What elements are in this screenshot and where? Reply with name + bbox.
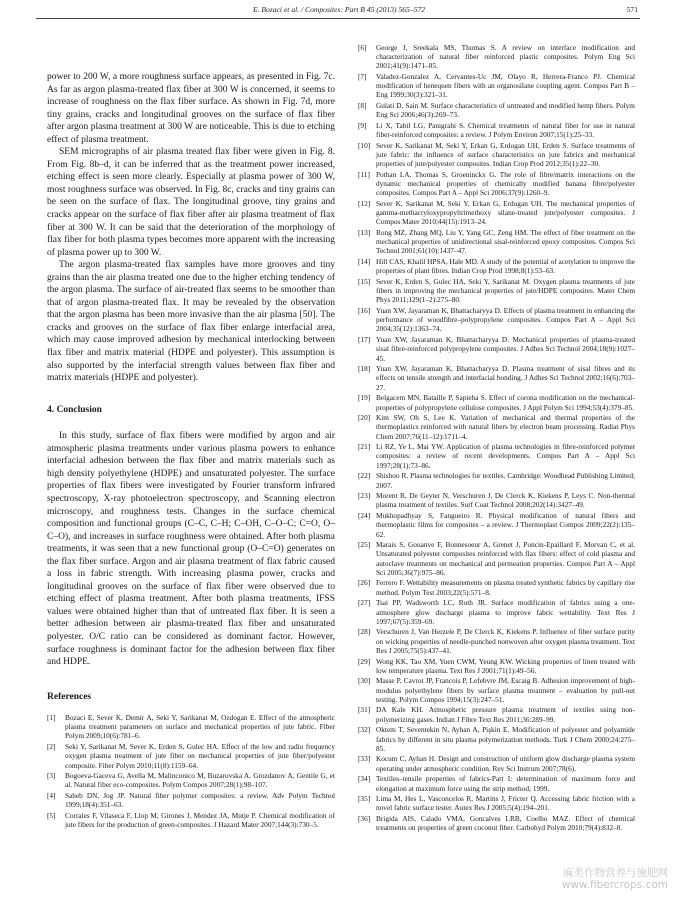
reference-item [358,511,635,538]
reference-text: Yuan XW, Jayaraman K, Bhattacharyya D. Effects of plasma treatment in enhancing the performance of woodfibre–polypropylene composites. Compos Part A – Appl Sci 2004;35(12):1363–74. [376,306,635,334]
reference-text: Lima M, Hes L, Vasconcelos R, Martins J, Fricter Q. Accessing fabric friction with a novel fabric surface tester. Autex Res J 2005;5(4):194–201. [376,794,635,813]
reference-number: [12] [358,199,371,209]
reference-number: [8] [358,101,367,111]
reference-text: DA Kale KH. Atmospheric pressure plasma treatment of textiles using non-polymerizing gases. Indian J Fibre Text Res 2011;36:289–99. [376,705,635,724]
reference-number: [29] [358,656,371,666]
reference-number: [16] [358,306,371,316]
reference-text: Marais S, Gouanve F, Bonnesoeur A, Grenet J, Poncin-Epaillard F, Morvan C, et al. Unsaturated polyester composites reinforced with flax fibers: effect of cold plasma and autoclave treatments on mechanical and permeation properties. Compos Part A – Appl Sci 2005;36(7):975–86. [376,540,635,577]
reference-number: [3] [47,771,56,781]
reference-text: Yuan XW, Jayaraman K, Bhattacharyya D. Plasma treatment of sisal fibres and its effects on tensile strength and interfacial bonding. J Adhes Sci Technol 2002;16(6):703–27. [376,364,635,392]
reference-text: Verschuren J, Van Herzele P, De Clerck K, Kiekens P. Influence of fiber surface purity on wicking properties of needle-punched nonwoven after oxygen plasma treatment. Text Res J 2005;75(5):437–41. [376,627,635,655]
reference-item [358,578,635,596]
reference-number: [33] [358,754,371,764]
reference-number: [13] [358,228,371,238]
body-paragraph-2: SEM micrographs of air plasma treated flax fiber were given in Fig. 8. From Fig. 8b–d, it can be inferred that as the treatment power increased, etching effect is seen more clearly. Especially at plasma power of 300 W, most roughness surface was observed. In Fig. 8c, cracks and tiny grains can be seen on the surface of flax. The longitudinal groove, tiny grains and cracks appear on the surface of flax fiber after air plasma treatment of flax fiber at 300 W. It can be said that the deterioration of the morphology of flax fiber for both plasma types becomes more apparent with the increasing of plasma power up to 300 W. [47,147,335,258]
reference-list-left [47,713,335,829]
reference-text: Oktem T, Seventekin N, Ayhan A, Pişkin E. Modification of polyester and polyamide fabrics by different in situ plasma polymerization methods. Turk J Chem 2000;24:275–85. [376,725,635,753]
reference-item [358,627,635,654]
page-header [0,0,678,36]
reference-number: [21] [358,442,371,452]
watermark [562,867,668,891]
reference-item [358,170,635,197]
reference-number: [20] [358,413,371,423]
reference-item [358,471,635,489]
reference-text: Masse P, Cavrot JP, Francois P, Lefebvre JM, Escaig B. Adhesion improvement of high-modulus polyethylene fibers by surface plasma treatment – evaluation by pull-out testing. Polym Compos 1994;15(3):247–51. [376,676,635,704]
reference-number: [35] [358,794,371,804]
reference-text: Sever K, Sarikanat M, Seki Y, Erkan G, Erdogan UH, Erden S. Surface treatments of jute fabric: the influence of surface characteristics on jute fabrics and mechanical properties of jute/polyester composites. Indian Crop Prod 2012;35(1):22–30. [376,140,635,169]
reference-text: Belgacem MN, Bataille P, Sapieha S. Effect of corona modification on the mechanical-properties of polypropylene cellulose composites. J Appl Polym Sci 1994;53(4):379–85. [376,393,635,412]
reference-number: [2] [47,742,56,752]
reference-number: [6] [358,43,367,52]
section-heading-conclusion: 4. Conclusion [47,404,102,415]
reference-number: [1] [47,713,56,723]
reference-text: Textiles–tensile properties of fabrics-Part I: determination of maximum force and elongation at maximum force using the strip method; 1999. [376,774,635,793]
reference-item [358,442,635,469]
watermark-line-1: 麻类作物营养与施肥网 [563,867,668,879]
reference-text: Wong KK, Tao XM, Yuen CWM, Yeung KW. Wicking properties of linen treated with low temperature plasma. Text Res J 2001;71(1):49–56. [376,656,635,675]
reference-text: Valadez-Gonzalez A, Cervantes-Uc JM, Olayo R, Herrera-Franco PJ. Chemical modification of henequen fibers with an organosilane coupling agent. Compos Part B – Eng 1999;30(3):321–31. [376,72,635,100]
reference-item [358,794,635,812]
reference-number: [17] [358,335,371,345]
body-paragraph-3: The argon plasma-treated flax samples have more grooves and tiny grains than the air plasma treated one due to the higher etching tendency of the argon plasma. The surface of air-treated flax seems to be smoother than that of argon plasma-treated flax. It may be revealed by the observation that the argon plasma has been more invasive than the air plasma [50]. The cracks and grooves on the surface of flax fiber enlarge interfacial area, which may cause improved adhesion by mechanical interlocking between flax fiber and matrix material (HDPE and polyester). This assumption is also supported by the interfacial strength values between flax fiber and matrix materials (HDPE and polyester). [47,260,335,384]
reference-text: Saheb DN, Jog JP. Natural fiber polymer composites: a review. Adv Polym Technol 1999;18(4):351–63. [65,791,335,810]
reference-number: [14] [358,257,371,267]
page-number: 571 [626,5,638,14]
reference-item [358,257,635,275]
reference-number: [15] [358,277,371,287]
reference-number: [23] [358,491,371,501]
reference-number: [27] [358,598,371,608]
reference-text: Rong MZ, Zhang MQ, Liu Y, Yang GC, Zeng HM. The effect of fiber treatment on the mechanical properties of unidirectional sisal-reinforced epoxy composites. Compos Sci Technol 2001;61(10):1437–47. [376,228,635,256]
reference-item [358,705,635,723]
body-paragraph-1: power to 200 W, a more roughness surface appears, as presented in Fig. 7c. As far as argon plasma-treated flax fiber at 300 W is concerned, it seems to increase of roughness on the flax fiber surface. As shown in Fig. 7d, more tiny grains, cracks and longitudinal grooves on the surface of flax fiber after argon plasma treatment at 300 W are noticeable. This is due to etching effect of plasma treatment. [47,72,335,145]
reference-item [358,413,635,440]
reference-number: [22] [358,471,371,481]
reference-number: [11] [358,170,370,179]
reference-number: [24] [358,511,371,521]
reference-number: [30] [358,676,371,686]
reference-number: [32] [358,725,371,735]
reference-text: Sever K, Sarikanat M, Seki Y, Erkan G, Erdogan UH. The mechanical properties of gamma-methacryloxypropyltrimethoxy silane-treated jute/polyester composites. J Compos Mater 2010;44(15):1913–24. [376,199,635,227]
reference-text: Kim SW, Oh S, Lee K. Variation of mechanical and thermal properties of the thermoplastics reinforced with natural fibers by electron beam processing. Radiat Phys Chem 2007;76(11–12):1711–4. [376,413,635,441]
reference-text: Shishoo R. Plasma technologies for textiles. Cambridge: Woodhead Publishing Limited; 2007. [376,471,635,490]
reference-item [358,277,635,304]
reference-item [358,491,635,509]
reference-text: Gulati D, Sain M. Surface characteristics of untreated and modified hemp fibers. Polym Eng Sci 2006;46(3):269–73. [376,101,635,120]
reference-item [358,364,635,391]
reference-item [358,101,635,119]
reference-item [47,742,335,769]
references-heading: References [47,691,92,702]
reference-item [358,725,635,752]
reference-number: [31] [358,705,371,715]
reference-item [358,141,635,168]
reference-number: [26] [358,578,371,588]
reference-item [358,43,635,70]
reference-number: [4] [47,791,56,801]
reference-number: [19] [358,393,371,403]
reference-item [47,811,335,829]
reference-text: Sever K, Erden S, Gulec HA, Seki Y, Sarikanat M. Oxygen plasma treatments of jute fibers in improving the mechanical properties of jute/HDPE composites. Mater Chem Phys 2011;129(1–2):275–80. [376,277,635,305]
reference-item [358,228,635,255]
reference-number: [18] [358,364,371,374]
reference-item [358,598,635,625]
reference-item [358,774,635,792]
reference-item [358,676,635,703]
reference-item [358,335,635,362]
reference-number: [34] [358,774,371,784]
reference-item [358,72,635,99]
running-header: E. Bozaci et al. / Composites: Part B 45 (2013) 565–572 [252,5,426,14]
reference-item [358,393,635,411]
reference-item [358,199,635,226]
header-rule [36,18,640,19]
reference-text: Pothan LA, Thomas S, Groeninckx G. The role of fibre/matrix interactions on the dynamic mechanical properties of chemically modified banana fibre/polyester composites. Compos Part A – Appl Sci 2006;37(9):1260–9. [376,170,635,198]
reference-number: [10] [358,140,371,150]
reference-text: Li X, Tabil LG, Panigrahi S. Chemical treatments of natural fiber for use in natural fiber-reinforced composites: a review. J Polym Environ 2007;15(1):25–33. [376,121,635,140]
reference-text: Hill CAS, Khalil HPSA, Hale MD. A study of the potential of acetylation to improve the properties of plant fibres. Indian Crop Prod 1998;8(1):53–63. [376,257,635,276]
reference-item [358,657,635,675]
reference-text: Tsai PP, Wadsworth LC, Roth JR. Surface modification of fabrics using a one-atmosphere glow discharge plasma to improve fabric wettability. Text Res J 1997;67(5):359–69. [376,598,635,626]
reference-item [358,754,635,772]
reference-text: Corrales F, Vilaseca F, Llop M, Girones J, Mendez JA, Mutje P. Chemical modification of jute fibers for the production of green-composites. J Hazard Mater 2007;144(3):730–5. [65,811,335,830]
left-column [47,71,335,831]
reference-item [47,713,335,740]
conclusion-paragraph: In this study, surface of flax fibers were modified by argon and air atmospheric plasma treatments under various plasma powers to enhance interfacial adhesion between the flax fiber and matrix materials such as high density polyethylene (HDPE) and unsaturated polyester. The surface properties of flax fibers were investigated by Fourier transform infrared spectroscopy, X-ray photoelectron spectroscopy, and Scanning electron microscopy, and roughness tests. Changes in the surface chemical composition and functional groups (C–C, C–H; C–OH, C–O–C; C=O, O–C–O), and increases in surface roughness were obtained. After both plasma treatments, it was seen that a new functional group (O–C=O) generates on the flax fiber surface. Argon and air plasma treatment of flax fabric caused a loss in fabric strength. With increasing plasma power, cracks and longitudinal grooves on the surface of flax fiber were observed due to etching effect of plasma treatment. After both plasma treatments, IFSS values were obtained higher than that of untreated flax fiber. It is seen a better adhesion between air plasma-treated flax fiber and unsaturated polyester. O/C ratio can be considered as dominant factor. However, surface roughness is dominant factor for the adhesion between flax fiber and HDPE. [47,431,335,668]
reference-text: Li RZ, Ye L, Mai YW. Application of plasma technologies in fibre-reinforced polymer composites: a review of recent developments. Compos Part A – Appl Sci 1997;28(1):73–86. [376,442,635,470]
reference-text: Ferrero F. Wettability measurements on plasma treated synthetic fabrics by capillary rise method. Polym Test 2003;22(5):571–8. [376,578,635,597]
reference-item [358,540,635,577]
reference-item [358,814,635,832]
reference-text: George J, Sreekala MS, Thomas S. A review on interface modification and characterization of natural fiber reinforced plastic composites. Polym Eng Sci 2001;41(9):1471–85. [376,43,635,71]
reference-text: Bogoeva-Gaceva G, Avella M, Malinconico M, Buzarovska A, Grozdanov A, Gentile G, et al. Natural fiber eco-composites. Polym Compos 2007;28(1):98–107. [65,771,335,790]
reference-item [47,791,335,809]
reference-text: Mukhopadhyay S, Fangueiro R. Physical modification of natural fibers and thermoplastic films for composites – a review. J Thermoplast Compos 2009;22(2):135–62. [376,511,635,539]
reference-text: Kocum C, Ayhan H. Design and construction of uniform glow discharge plasma system operating under atmospheric condition. Rev Sci Instrum 2007;78(6). [376,754,635,773]
reference-text: Brigida AIS, Calado VMA, Goncalves LRB, Coelho MAZ. Effect of chemical treatments on properties of green coconut fiber. Carbohyd Polym 2010;79(4):832–8. [376,814,635,833]
reference-item [358,121,635,139]
reference-text: Yuan XW, Jayaraman K, Bhattacharyya D. Mechanical properties of plasma-treated sisal fibre-reinforced polypropylene composites. J Adhes Sci Technol 2004;18(9):1027–45. [376,335,635,363]
watermark-line-2: www.fibercrops.com [561,879,668,891]
reference-number: [7] [358,72,367,82]
reference-number: [36] [358,814,371,824]
reference-text: Seki Y, Sarikanat M, Sever K, Erden S, Gulec HA. Effect of the low and radio frequency oxygen plasma treatment of jute fiber on mechanical properties of jute fiber/polyester composite. Fiber Polym 2010;11(8):1159–64. [65,742,335,770]
reference-list-right [358,43,635,834]
reference-text: Morent R, De Geyter N, Verschuren J, De Clerck K, Kiekens P, Leys C. Non-thermal plasma treatment of textiles. Surf Coat Technol 2008;202(14):3427–49. [376,491,635,510]
reference-text: Bozaci E, Sever K, Demir A, Seki Y, Sarikanat M, Ozdogan E. Effect of the atmospheric plasma treatment parameters on surface and mechanical properties of jute fabric. Fiber Polym 2009;10(6):781–6. [65,713,335,741]
reference-item [358,306,635,333]
reference-number: [28] [358,627,371,637]
reference-number: [5] [47,811,56,821]
reference-number: [25] [358,540,371,550]
reference-number: [9] [358,121,367,131]
reference-item [47,771,335,789]
